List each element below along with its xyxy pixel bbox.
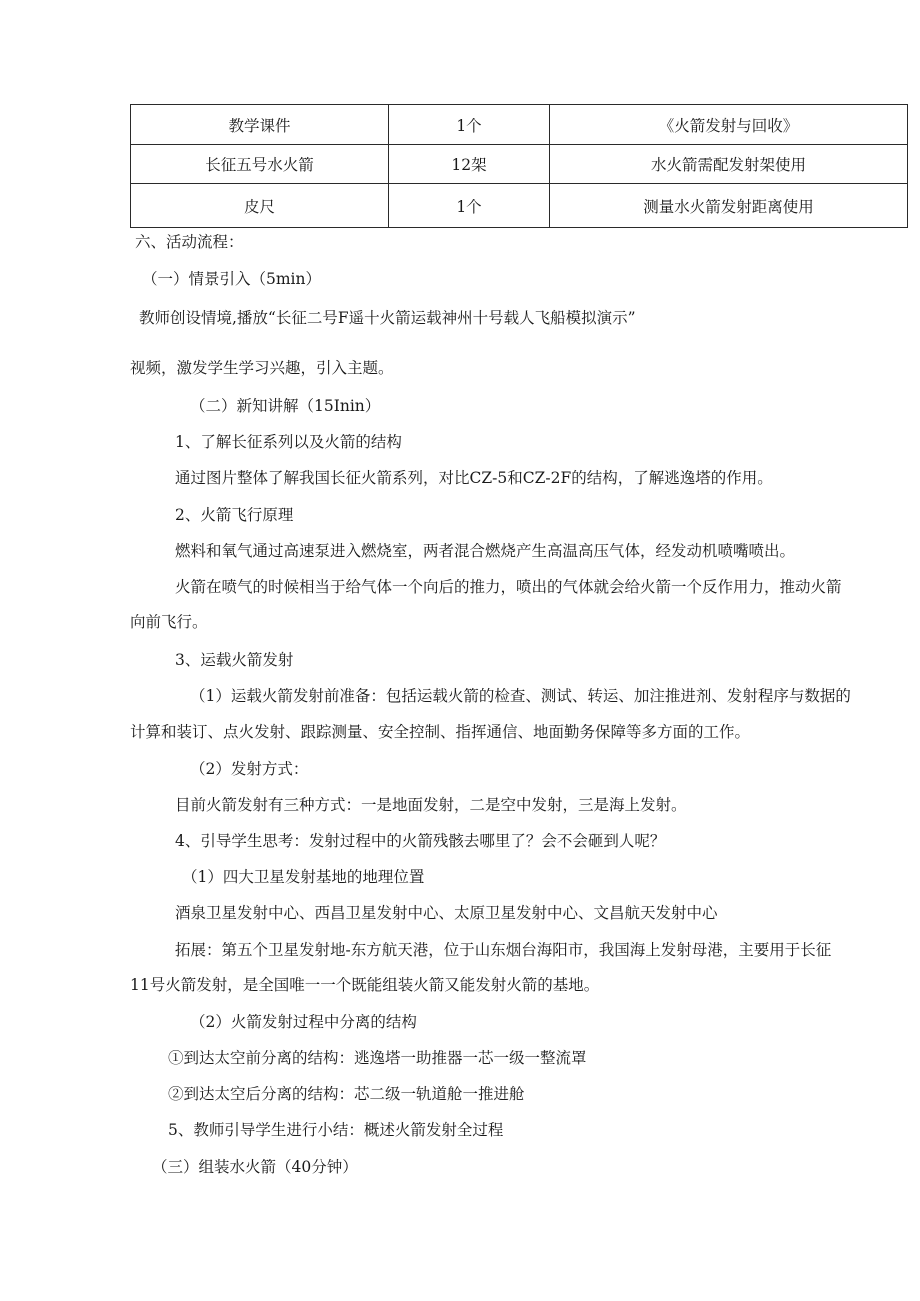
table-cell: 教学课件 — [131, 105, 389, 145]
item-heading: 1、了解长征系列以及火箭的结构 — [175, 433, 402, 451]
table-row — [131, 184, 908, 228]
paragraph-line: ①到达太空前分离的结构：逃逸塔一助推器一芯一级一整流罩 — [168, 1049, 587, 1067]
table-cell: 1个 — [389, 105, 550, 145]
table-row — [131, 145, 908, 184]
paragraph-line: （2）火箭发射过程中分离的结构 — [190, 1013, 417, 1031]
paragraph-line: 燃料和氧气通过高速泵进入燃烧室，两者混合燃烧产生高温高压气体，经发动机喷嘴喷出。 — [175, 542, 796, 560]
table-cell: 1个 — [389, 184, 550, 228]
paragraph-line: 拓展：第五个卫星发射地-东方航天港，位于山东烟台海阳市，我国海上发射母港，主要用于长征 — [175, 941, 832, 959]
paragraph-line: 向前飞行。 — [130, 613, 208, 631]
item-heading: 4、引导学生思考：发射过程中的火箭残骸去哪里了？会不会砸到人呢？ — [175, 832, 666, 850]
table-cell: 12架 — [389, 145, 550, 184]
paragraph-line: 计算和装订、点火发射、跟踪测量、安全控制、指挥通信、地面勤务保障等多方面的工作。 — [130, 723, 751, 741]
table-cell: 水火箭需配发射架使用 — [550, 145, 908, 184]
subsection-heading: （一）情景引入（5min） — [142, 270, 321, 288]
table-row — [131, 105, 908, 145]
paragraph-line: （1）四大卫星发射基地的地理位置 — [182, 868, 425, 886]
table-cell: 皮尺 — [131, 184, 389, 228]
paragraph-line: 教师创设情境,播放“长征二号F遥十火箭运载神州十号载人飞船模拟演示” — [139, 309, 636, 327]
subsection-heading: （二）新知讲解（15Inin） — [190, 397, 381, 415]
table-cell: 《火箭发射与回收》 — [550, 105, 908, 145]
item-heading: 2、火箭飞行原理 — [175, 506, 294, 524]
paragraph-line: 视频，激发学生学习兴趣，引入主题。 — [130, 359, 394, 377]
paragraph-line: 目前火箭发射有三种方式：一是地面发射，二是空中发射，三是海上发射。 — [175, 796, 687, 814]
item-heading: 3、运载火箭发射 — [175, 651, 294, 669]
paragraph-line: 通过图片整体了解我国长征火箭系列，对比CZ-5和CZ-2F的结构，了解逃逸塔的作用。 — [175, 469, 773, 487]
item-heading: 5、教师引导学生进行小结：概述火箭发射全过程 — [168, 1121, 504, 1139]
table-cell: 长征五号水火箭 — [131, 145, 389, 184]
paragraph-line: （2）发射方式： — [190, 760, 309, 778]
subsection-heading: （三）组装水火箭（40分钟） — [152, 1158, 358, 1176]
paragraph-line: 火箭在喷气的时候相当于给气体一个向后的推力，喷出的气体就会给火箭一个反作用力，推动火箭 — [175, 578, 842, 596]
paragraph-line: （1）运载火箭发射前准备：包括运载火箭的检查、测试、转运、加注推进剂、发射程序与数据的 — [190, 687, 851, 705]
paragraph-line: ②到达太空后分离的结构：芯二级一轨道舱一推进舱 — [168, 1085, 525, 1103]
table-cell: 测量水火箭发射距离使用 — [550, 184, 908, 228]
resource-table — [130, 104, 908, 228]
section-heading: 六、活动流程： — [135, 233, 244, 251]
paragraph-line: 酒泉卫星发射中心、西昌卫星发射中心、太原卫星发射中心、文昌航天发射中心 — [175, 904, 718, 922]
paragraph-line: 11号火箭发射，是全国唯一一个既能组装火箭又能发射火箭的基地。 — [130, 976, 600, 994]
